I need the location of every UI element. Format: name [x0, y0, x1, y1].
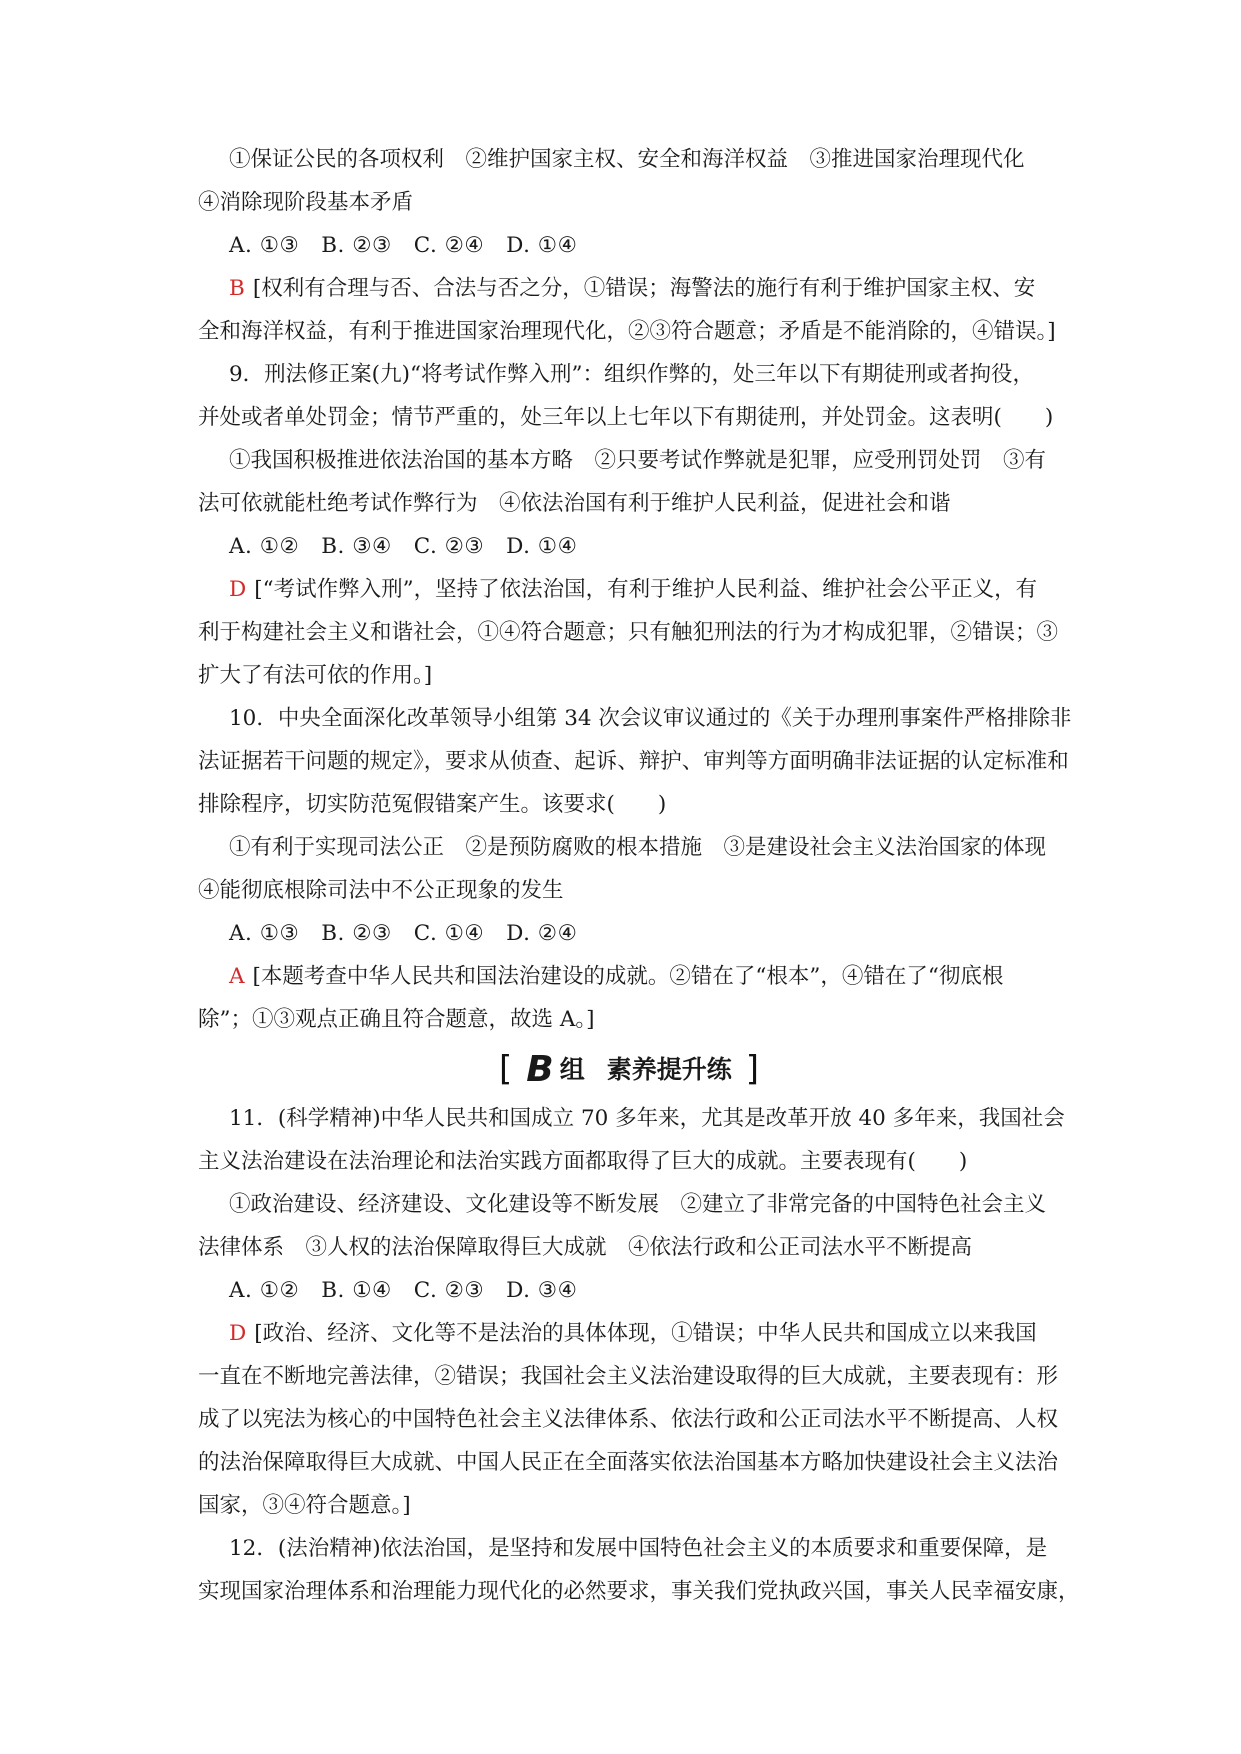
right-bracket-icon: ]: [745, 1048, 759, 1089]
left-bracket-icon: [: [498, 1048, 513, 1089]
q11-explanation-line: 的法治保障取得巨大成就、中国人民正在全面落实依法治国基本方略加快建设社会主义法治: [198, 1450, 1059, 1475]
q10-choices: A. ①③ B. ②③ C. ①④ D. ②④: [229, 921, 578, 946]
section-title: 素养提升练: [606, 1054, 732, 1084]
answer-letter: D: [229, 577, 247, 602]
q11-explanation-line: 国家，③④符合题意。]: [198, 1493, 411, 1518]
q9-choices: A. ①② B. ③④ C. ②③ D. ①④: [229, 534, 578, 559]
explanation-text: [权利有合理与否、合法与否之分，①错误；海警法的施行有利于维护国家主权、安: [252, 276, 1036, 301]
q10-explanation-line: 除”；①③观点正确且符合题意，故选 A。]: [198, 1007, 595, 1032]
q11-stem-line: 主义法治建设在法治理论和法治实践方面都取得了巨大的成就。主要表现有( ): [198, 1149, 968, 1174]
q9-explanation: [198, 568, 1060, 611]
q8-options-line: ④消除现阶段基本矛盾: [198, 190, 414, 215]
q11-explanation: [198, 1312, 1060, 1355]
q9-stem-line: 并处或者单处罚金；情节严重的，处三年以上七年以下有期徒刑，并处罚金。这表明( ): [198, 405, 1054, 430]
q8-options-line: ①保证公民的各项权利 ②维护国家主权、安全和海洋权益 ③推进国家治理现代化: [229, 147, 1025, 172]
q9-explanation-line: 扩大了有法可依的作用。]: [198, 663, 433, 688]
q10-stem: 10．中央全面深化改革领导小组第 34 次会议审议通过的《关于办理刑事案件严格排除非: [229, 706, 1072, 731]
q12-stem: 12．(法治精神)依法治国，是坚持和发展中国特色社会主义的本质要求和重要保障，是: [229, 1536, 1048, 1561]
q12-stem-line: 实现国家治理体系和治理能力现代化的必然要求，事关我们党执政兴国，事关人民幸福安康，: [198, 1579, 1080, 1604]
q9-options-line: ①我国积极推进依法治国的基本方略 ②只要考试作弊就是犯罪，应受刑罚处罚 ③有: [229, 448, 1047, 473]
section-title-group: 组: [559, 1054, 585, 1084]
q11-options-line: 法律体系 ③人权的法治保障取得巨大成就 ④依法行政和公正司法水平不断提高: [198, 1235, 973, 1260]
q10-options-line: ①有利于实现司法公正 ②是预防腐败的根本措施 ③是建设社会主义法治国家的体现: [229, 835, 1047, 860]
q8-choices: A. ①③ B. ②③ C. ②④ D. ①④: [229, 233, 578, 258]
q10-stem-line: 排除程序，切实防范冤假错案产生。该要求( ): [198, 792, 667, 817]
q10-explanation: [198, 955, 1060, 998]
section-b-header: [198, 1041, 1060, 1097]
q11-explanation-line: 一直在不断地完善法律，②错误；我国社会主义法治建设取得的巨大成就，主要表现有：形: [198, 1364, 1059, 1389]
q8-explanation: [198, 267, 1060, 310]
q9-options-line: 法可依就能杜绝考试作弊行为 ④依法治国有利于维护人民利益，促进社会和谐: [198, 491, 951, 516]
answer-letter: D: [229, 1321, 247, 1346]
q9-explanation-line: 利于构建社会主义和谐社会，①④符合题意；只有触犯刑法的行为才构成犯罪，②错误；③: [198, 620, 1059, 645]
q9-stem: 9．刑法修正案(九)“将考试作弊入刑”：组织作弊的，处三年以下有期徒刑或者拘役，: [229, 362, 1034, 387]
explanation-text: [本题考查中华人民共和国法治建设的成就。②错在了“根本”，④错在了“彻底根: [252, 964, 1004, 989]
q11-stem: 11．(科学精神)中华人民共和国成立 70 多年来，尤其是改革开放 40 多年来，我国社会: [229, 1106, 1065, 1131]
q10-stem-line: 法证据若干问题的规定》，要求从侦查、起诉、辩护、审判等方面明确非法证据的认定标准和: [198, 749, 1069, 774]
q11-explanation-line: 成了以宪法为核心的中国特色社会主义法律体系、依法行政和公正司法水平不断提高、人权: [198, 1407, 1059, 1432]
answer-letter: B: [229, 276, 245, 301]
answer-letter: A: [229, 964, 245, 989]
q8-explanation-line: 全和海洋权益，有利于推进国家治理现代化，②③符合题意；矛盾是不能消除的，④错误。]: [198, 319, 1056, 344]
explanation-text: [“考试作弊入刑”，坚持了依法治国，有利于维护人民利益、维护社会公平正义，有: [254, 577, 1038, 602]
q11-options-line: ①政治建设、经济建设、文化建设等不断发展 ②建立了非常完备的中国特色社会主义: [229, 1192, 1047, 1217]
q11-choices: A. ①② B. ①④ C. ②③ D. ③④: [229, 1278, 578, 1303]
section-letter: B: [526, 1048, 554, 1090]
document-page: [198, 138, 1080, 1613]
q10-options-line: ④能彻底根除司法中不公正现象的发生: [198, 878, 564, 903]
explanation-text: [政治、经济、文化等不是法治的具体体现，①错误；中华人民共和国成立以来我国: [254, 1321, 1037, 1346]
